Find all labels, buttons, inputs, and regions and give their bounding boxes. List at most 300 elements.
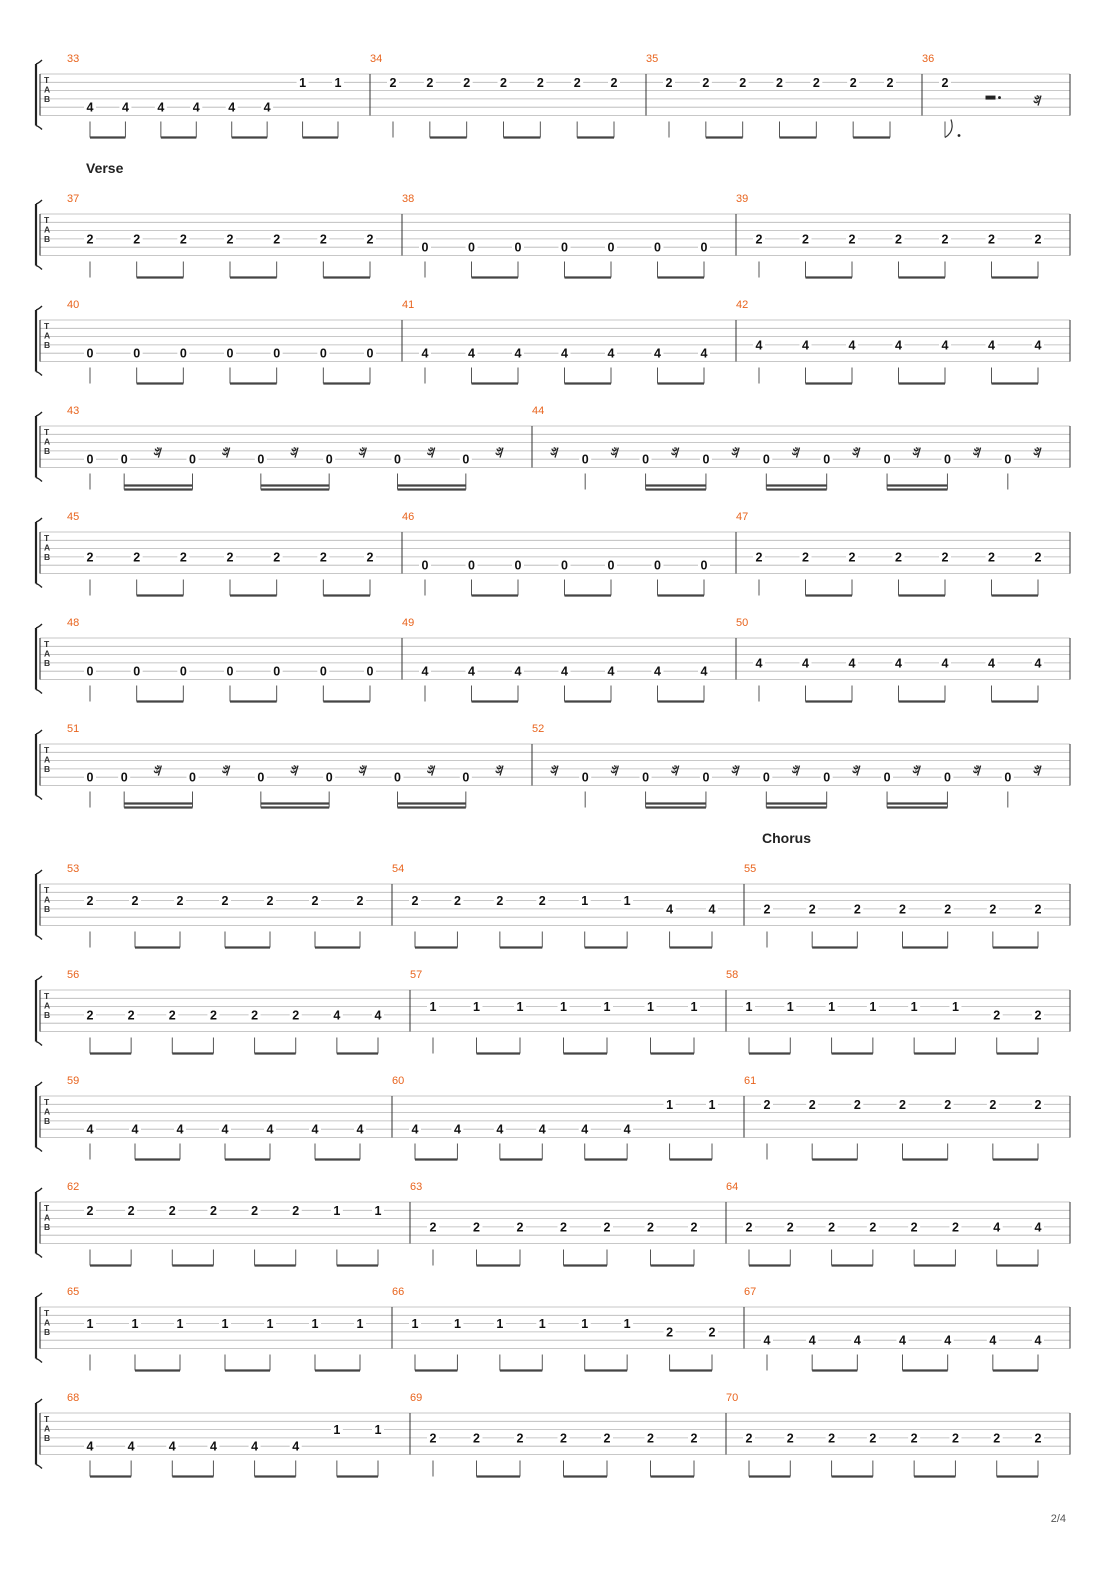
fret-number: 0 [366,664,374,679]
fret-number: 2 [1034,1008,1042,1023]
fret-number: 0 [700,558,708,573]
system-bracket [36,1399,42,1403]
tab-clef-letter: A [44,648,51,659]
fret-number: 1 [429,1000,437,1015]
measure-number: 69 [410,1392,423,1404]
measure-number: 41 [402,299,415,311]
fret-number: 0 [366,346,374,361]
fret-number: 0 [133,346,141,361]
fret-number: 2 [292,1203,300,1218]
fret-number: 4 [468,664,475,679]
measure-number: 53 [67,863,80,875]
fret-number: 4 [228,100,236,115]
fret-number: 2 [647,1431,654,1446]
fret-number: 1 [266,1317,274,1332]
fret-number: 4 [131,1122,139,1137]
fret-number: 4 [421,664,429,679]
measure-number: 59 [67,1075,80,1087]
fret-number: 2 [886,75,894,90]
fret-number: 1 [603,1000,611,1015]
fret-number: 2 [899,1097,906,1112]
sixteenth-rest: 𝄿 [1034,90,1038,106]
sixteenth-rest: 𝄿 [291,442,295,458]
fret-number: 4 [263,100,271,115]
fret-number: 2 [745,1431,753,1446]
fret-number: 1 [708,1097,716,1112]
fret-number: 2 [251,1008,259,1023]
fret-number: 4 [561,346,568,361]
system-bracket [36,1082,42,1086]
system-bracket [36,936,42,940]
tab-clef-letter: A [44,1212,51,1223]
tab-clef-letter: T [44,75,50,85]
sixteenth-rest: 𝄿 [496,760,500,776]
fret-number: 4 [848,656,856,671]
measure-number: 57 [410,969,423,981]
fret-number: 1 [910,1000,918,1015]
fret-number: 4 [251,1439,259,1454]
fret-number: 0 [654,240,661,255]
measure-number: 64 [726,1181,739,1193]
fret-number: 4 [514,664,522,679]
fret-number: 2 [573,75,581,90]
fret-number: 0 [762,770,770,785]
tab-clef-letter: B [44,552,51,562]
fret-number: 1 [560,1000,567,1015]
fret-number: 2 [86,894,94,909]
fret-number: 2 [853,1097,861,1112]
fret-number: 2 [86,1008,94,1023]
fret-number: 2 [453,894,461,909]
measure-number: 50 [736,617,749,629]
page-number: 2/4 [1050,1513,1066,1525]
section-label: Chorus [762,830,811,846]
fret-number: 2 [988,550,995,565]
fret-number: 4 [209,1439,217,1454]
fret-number: 4 [496,1122,504,1137]
fret-number: 2 [610,75,618,90]
system-bracket [36,1188,42,1192]
fret-number: 2 [993,1008,1001,1023]
fret-number: 1 [623,894,631,909]
fret-number: 2 [500,75,507,90]
fret-number: 2 [910,1220,918,1235]
fret-number: 2 [131,894,139,909]
system-bracket [36,412,42,416]
fret-number: 0 [1004,770,1012,785]
fret-number: 1 [581,894,589,909]
fret-number: 0 [561,558,568,573]
sixteenth-rest: 𝄿 [611,760,616,776]
measure-number: 43 [67,405,80,417]
tab-clef-letter: T [44,1308,50,1318]
fret-number: 2 [86,232,94,247]
fret-number: 1 [176,1317,184,1332]
fret-number: 2 [988,232,995,247]
fret-number: 1 [453,1317,461,1332]
fret-number: 2 [899,902,906,917]
sixteenth-rest: 𝄿 [222,760,227,776]
fret-number: 1 [951,1000,959,1015]
fret-number: 1 [786,1000,794,1015]
fret-number: 2 [209,1008,217,1023]
measure-number: 51 [67,723,80,735]
fret-number: 2 [869,1220,877,1235]
fret-number: 2 [426,75,434,90]
fret-number: 2 [745,1220,753,1235]
fret-number: 0 [607,240,615,255]
sixteenth-rest: 𝄿 [551,442,555,458]
system-bracket [36,870,42,874]
fret-number: 2 [869,1431,877,1446]
sixteenth-rest: 𝄿 [973,442,978,458]
tab-clef-letter: B [44,764,51,774]
fret-number: 2 [941,550,949,565]
fret-number: 4 [1034,1333,1042,1348]
measure-number: 52 [532,723,545,735]
fret-number: 0 [325,770,333,785]
fret-number: 4 [86,1122,94,1137]
fret-number: 2 [895,232,902,247]
system-bracket [36,266,42,270]
system-bracket [36,1254,42,1258]
sixteenth-rest: 𝄿 [792,760,797,776]
fret-number: 0 [943,770,951,785]
fret-number: 2 [209,1203,217,1218]
fret-number: 0 [514,240,522,255]
fret-number: 4 [666,902,674,917]
measure-number: 49 [402,617,415,629]
measure-number: 70 [726,1392,739,1404]
fret-number: 2 [496,894,504,909]
measure-number: 40 [67,299,80,311]
fret-number: 2 [538,894,546,909]
fret-number: 0 [120,770,128,785]
fret-number: 0 [468,558,475,573]
tab-clef-letter: A [44,436,51,447]
fret-number: 4 [700,346,708,361]
sixteenth-rest: 𝄿 [222,442,227,458]
fret-number: 4 [755,656,763,671]
tab-clef-letter: T [44,639,50,649]
fret-number: 0 [273,346,281,361]
fret-number: 4 [808,1333,816,1348]
measure-number: 60 [392,1075,405,1087]
system-bracket [36,60,42,64]
fret-number: 2 [853,902,861,917]
fret-number: 0 [642,452,650,467]
measure-number: 36 [922,53,935,65]
fret-number: 2 [776,75,783,90]
fret-number: 2 [226,232,234,247]
sixteenth-rest: 𝄿 [551,760,555,776]
note-dot [958,134,961,137]
fret-number: 4 [333,1008,341,1023]
fret-number: 2 [603,1431,611,1446]
tab-clef-letter: B [44,94,51,104]
fret-number: 1 [516,1000,524,1015]
fret-number: 2 [848,232,856,247]
fret-number: 0 [462,452,470,467]
fret-number: 2 [168,1008,176,1023]
fret-number: 0 [823,770,831,785]
fret-number: 4 [411,1122,419,1137]
sixteenth-rest: 𝄿 [1034,442,1038,458]
fret-number: 2 [292,1008,300,1023]
fret-number: 2 [941,232,949,247]
fret-number: 4 [895,656,902,671]
fret-number: 4 [802,656,809,671]
tab-clef-letter: A [44,330,51,341]
system-bracket [36,584,42,588]
fret-number: 1 [538,1317,546,1332]
fret-number: 2 [86,550,94,565]
fret-number: 1 [356,1317,364,1332]
fret-number: 2 [690,1220,698,1235]
fret-number: 0 [319,346,327,361]
fret-number: 0 [762,452,770,467]
fret-number: 4 [1034,656,1042,671]
measure-number: 33 [67,53,80,65]
fret-number: 2 [168,1203,176,1218]
fret-number: 0 [421,558,429,573]
fret-number: 2 [786,1220,794,1235]
fret-number: 2 [1034,550,1042,565]
sixteenth-rest: 𝄿 [291,760,295,776]
fret-number: 2 [895,550,902,565]
note-flag [945,120,952,138]
fret-number: 4 [374,1008,382,1023]
measure-number: 58 [726,969,739,981]
fret-number: 0 [226,664,234,679]
fret-number: 0 [642,770,650,785]
fret-number: 2 [849,75,857,90]
fret-number: 1 [86,1317,94,1332]
fret-number: 0 [86,664,94,679]
fret-number: 2 [179,232,187,247]
rest-dot [998,96,1001,99]
sixteenth-rest: 𝄿 [913,442,918,458]
fret-number: 0 [319,664,327,679]
tab-clef-letter: T [44,533,50,543]
tab-clef-letter: A [44,894,51,905]
fret-number: 1 [666,1097,674,1112]
fret-number: 1 [623,1317,631,1332]
fret-number: 0 [189,452,196,467]
fret-number: 2 [666,1325,674,1340]
sixteenth-rest: 𝄿 [154,760,159,776]
fret-number: 2 [944,1097,952,1112]
fret-number: 4 [607,664,615,679]
fret-number: 4 [221,1122,229,1137]
fret-number: 2 [802,550,809,565]
fret-number: 2 [808,902,816,917]
fret-number: 2 [473,1220,480,1235]
tab-clef-letter: B [44,658,51,668]
fret-number: 0 [654,558,661,573]
fret-number: 4 [561,664,568,679]
fret-number: 4 [763,1333,771,1348]
fret-number: 1 [299,75,307,90]
system-bracket [36,730,42,734]
fret-number: 2 [802,232,809,247]
fret-number: 0 [514,558,522,573]
fret-number: 2 [755,550,763,565]
fret-number: 0 [179,664,187,679]
fret-number: 0 [120,452,128,467]
tab-clef-letter: B [44,234,51,244]
fret-number: 2 [603,1220,611,1235]
fret-number: 2 [516,1431,524,1446]
fret-number: 0 [257,452,265,467]
fret-number: 2 [560,1431,567,1446]
fret-number: 0 [581,452,589,467]
fret-number: 1 [334,75,342,90]
fret-number: 1 [647,1000,654,1015]
fret-number: 4 [538,1122,546,1137]
fret-number: 2 [86,1203,94,1218]
tab-clef-letter: B [44,1116,51,1126]
fret-number: 2 [273,232,281,247]
measure-number: 42 [736,299,749,311]
sixteenth-rest: 𝄿 [1034,760,1038,776]
fret-number: 0 [700,240,708,255]
sixteenth-rest: 𝄿 [154,442,159,458]
fret-number: 0 [607,558,615,573]
fret-number: 2 [786,1431,794,1446]
fret-number: 2 [411,894,419,909]
tab-clef-letter: A [44,1423,51,1434]
fret-number: 0 [823,452,831,467]
tab-clef-letter: B [44,340,51,350]
fret-number: 4 [895,338,902,353]
fret-number: 2 [702,75,710,90]
fret-number: 4 [654,346,661,361]
tab-clef-letter: T [44,991,50,1001]
fret-number: 4 [607,346,615,361]
fret-number: 0 [883,452,891,467]
fret-number: 2 [848,550,856,565]
fret-number: 4 [121,100,129,115]
fret-number: 1 [690,1000,698,1015]
measure-number: 67 [744,1286,757,1298]
fret-number: 2 [311,894,319,909]
fret-number: 4 [356,1122,364,1137]
tab-clef-letter: A [44,1000,51,1011]
fret-number: 2 [133,232,141,247]
fret-number: 2 [266,894,274,909]
sixteenth-rest: 𝄿 [852,442,857,458]
measure-number: 45 [67,511,80,523]
fret-number: 0 [189,770,196,785]
fret-number: 0 [1004,452,1012,467]
tab-clef-letter: T [44,321,50,331]
fret-number: 2 [560,1220,567,1235]
measure-number: 37 [67,193,80,205]
fret-number: 2 [828,1431,836,1446]
measure-number: 65 [67,1286,80,1298]
fret-number: 2 [1034,1097,1042,1112]
fret-number: 4 [581,1122,589,1137]
fret-number: 2 [273,550,281,565]
fret-number: 2 [429,1431,437,1446]
fret-number: 2 [389,75,397,90]
fret-number: 2 [812,75,820,90]
tab-clef-letter: T [44,885,50,895]
system-bracket [36,518,42,522]
tab-clef-letter: A [44,1317,51,1328]
fret-number: 0 [702,452,710,467]
measure-number: 39 [736,193,749,205]
fret-number: 2 [989,902,997,917]
fret-number: 4 [802,338,809,353]
fret-number: 2 [951,1220,959,1235]
fret-number: 2 [993,1431,1001,1446]
fret-number: 2 [647,1220,654,1235]
fret-number: 1 [333,1423,341,1438]
fret-number: 4 [941,656,949,671]
fret-number: 2 [127,1008,135,1023]
system-bracket [36,372,42,376]
fret-number: 0 [394,452,401,467]
fret-number: 1 [869,1000,877,1015]
fret-number: 2 [251,1203,259,1218]
fret-number: 1 [374,1203,382,1218]
fret-number: 1 [473,1000,480,1015]
fret-number: 1 [374,1423,382,1438]
fret-number: 4 [708,902,716,917]
fret-number: 4 [168,1439,176,1454]
measure-number: 62 [67,1181,80,1193]
fret-number: 2 [473,1431,480,1446]
sixteenth-rest: 𝄿 [611,442,616,458]
fret-number: 2 [516,1220,524,1235]
sixteenth-rest: 𝄿 [671,760,676,776]
fret-number: 4 [292,1439,300,1454]
fret-number: 2 [1034,232,1042,247]
tab-clef-letter: B [44,446,51,456]
system-bracket [36,126,42,130]
fret-number: 4 [86,1439,94,1454]
fret-number: 2 [133,550,141,565]
fret-number: 0 [257,770,265,785]
fret-number: 2 [755,232,763,247]
measure-number: 44 [532,405,545,417]
fret-number: 0 [179,346,187,361]
fret-number: 2 [951,1431,959,1446]
system-bracket [36,976,42,980]
section-label: Verse [86,160,124,176]
fret-number: 0 [561,240,568,255]
fret-number: 0 [325,452,333,467]
tab-clef-letter: B [44,1433,51,1443]
fret-number: 2 [176,894,184,909]
tab-clef-letter: T [44,1414,50,1424]
fret-number: 4 [755,338,763,353]
fret-number: 1 [131,1317,139,1332]
fret-number: 2 [1034,902,1042,917]
tab-clef-letter: B [44,1327,51,1337]
system-bracket [36,624,42,628]
fret-number: 0 [86,452,94,467]
fret-number: 4 [988,656,995,671]
fret-number: 1 [221,1317,229,1332]
fret-number: 4 [453,1122,461,1137]
fret-number: 2 [808,1097,816,1112]
fret-number: 4 [941,338,949,353]
fret-number: 4 [700,664,708,679]
tab-clef-letter: A [44,84,51,95]
